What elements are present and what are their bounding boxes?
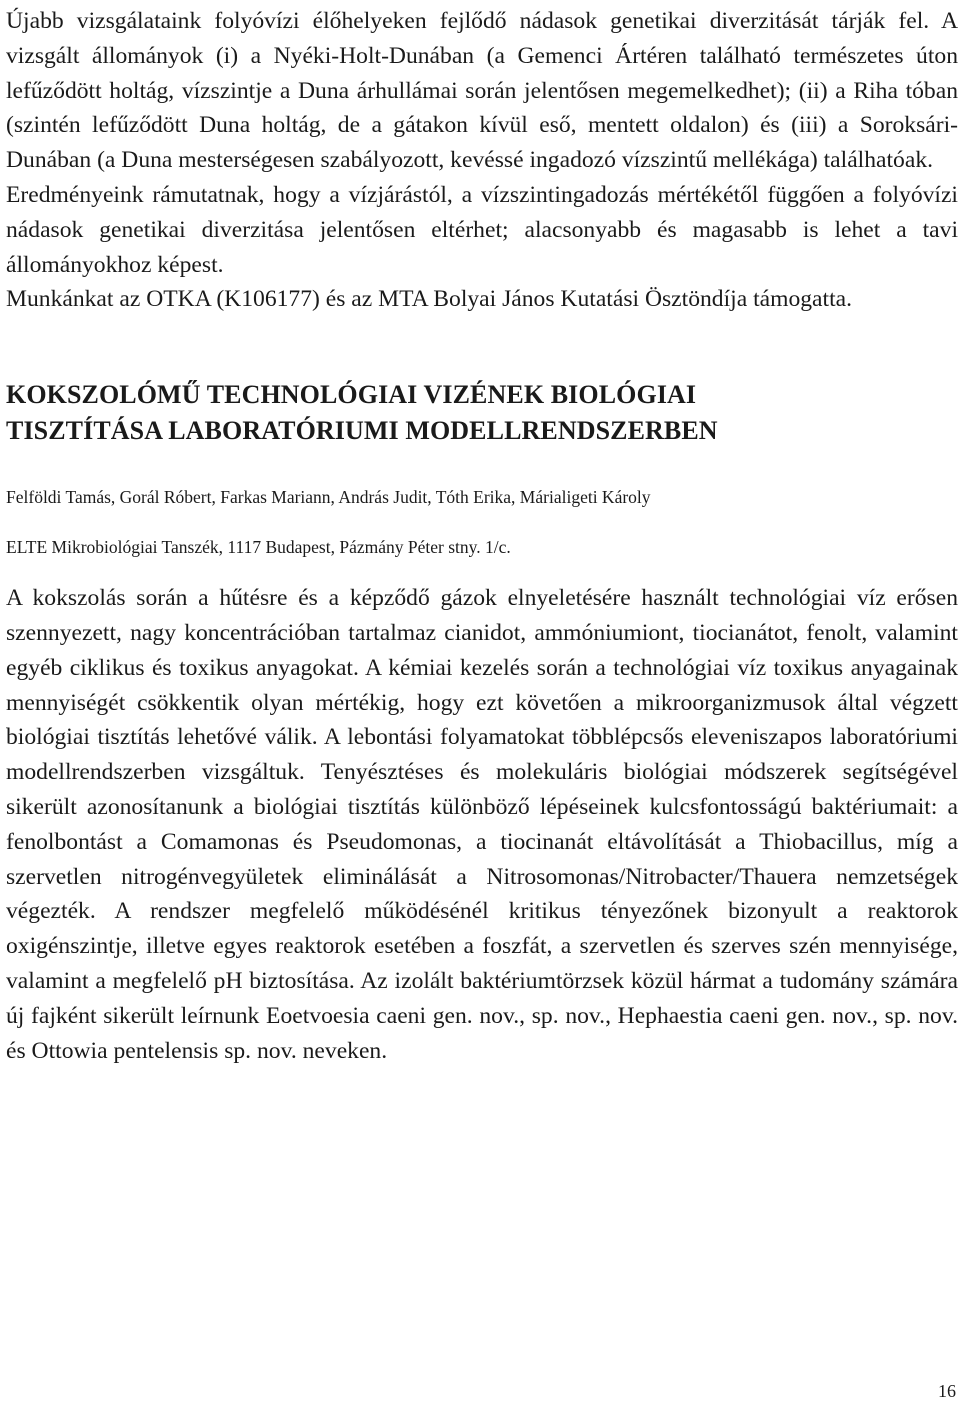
page-number: 16 (938, 1381, 956, 1401)
article-abstract: A kokszolás során a hűtésre és a képződő gázok elnyeletésére használt technológiai víz erősen szennyezett, nagy koncentrációban tartalmaz cianidot, ammóniumiont, tiocianátot, fenolt, valamint egyéb ciklikus és toxikus anyagokat. A kémiai kezelés során a technológiai víz toxikus anyagainak mennyiségét csökkentik olyan mértékig, hogy ezt követően a mikroorganizmusok által végzett biológiai tisztítás lehetővé válik. A lebontási folyamatokat többlépcsős eleveniszapos laboratóriumi modellrendszerben vizsgáltuk. Tenyésztéses és molekuláris biológiai módszerek segítségével sikerült azonosítanunk a biológiai tisztítás különböző lépéseinek kulcsfontosságú baktériumait: a fenolbontást a Comamonas és Pseudomonas, a tiocinanát eltávolítását a Thiobacillus, míg a szervetlen nitrogénvegyületek eliminálását a Nitrosomonas/Nitrobacter/Thauera nemzetségek végezték. A rendszer megfelelő működésénél kritikus tényezőnek bizonyult a reaktorok oxigénszintje, illetve egyes reaktorok esetében a foszfát, a szervetlen és szerves szén mennyisége, valamint a megfelelő pH biztosítása. Az izolált baktériumtörzsek közül hármat a tudomány számára új fajként sikerült leírnunk Eoetvoesia caeni gen. nov., sp. nov., Hephaestia caeni gen. nov., sp. nov. és Ottowia pentelensis sp. nov. neveken. (6, 585, 958, 1064)
previous-abstract-paragraph-2: Eredményeink rámutatnak, hogy a vízjárástól, a vízszintingadozás mértékétől függően a folyóvízi nádasok genetikai diverzitása jelentősen eltérhet; alacsonyabb és magasabb is lehet a tavi állományokhoz képest. (6, 181, 958, 278)
article-affiliation: ELTE Mikrobiológiai Tanszék, 1117 Budapest, Pázmány Péter stny. 1/c. (6, 537, 511, 558)
section-spacer (6, 317, 958, 377)
article-authors: Felföldi Tamás, Gorál Róbert, Farkas Mariann, András Judit, Tóth Erika, Márialigeti Károly (6, 487, 651, 508)
funding-acknowledgement: Munkánkat az OTKA (K106177) és az MTA Bolyai János Kutatási Ösztöndíja támogatta. (6, 286, 852, 313)
previous-abstract-paragraph-1: Újabb vizsgálataink folyóvízi élőhelyeken fejlődő nádasok genetikai diverzitását tárják fel. A vizsgált állományok (i) a Nyéki-Holt-Dunában (a Gemenci Ártéren található természetes úton lefűződött holtág, vízszintje a Duna árhullámai során jelentősen megemelkedhet); (ii) a Riha tóban (szintén lefűződött Duna holtág, de a gátakon kívül eső, mentett oldalon) és (iii) a Soroksári-Dunában (a Duna mesterségesen szabályozott, kevéssé ingadozó vízszintű mellékága) találhatóak. (6, 8, 958, 174)
article-title (6, 377, 958, 449)
article-title-line-1: KOKSZOLÓMŰ TECHNOLÓGIAI VIZÉNEK BIOLÓGIAI (6, 380, 697, 410)
document-page (6, 4, 958, 1068)
article-title-line-2: TISZTÍTÁSA LABORATÓRIUMI MODELLRENDSZERBEN (6, 416, 718, 446)
